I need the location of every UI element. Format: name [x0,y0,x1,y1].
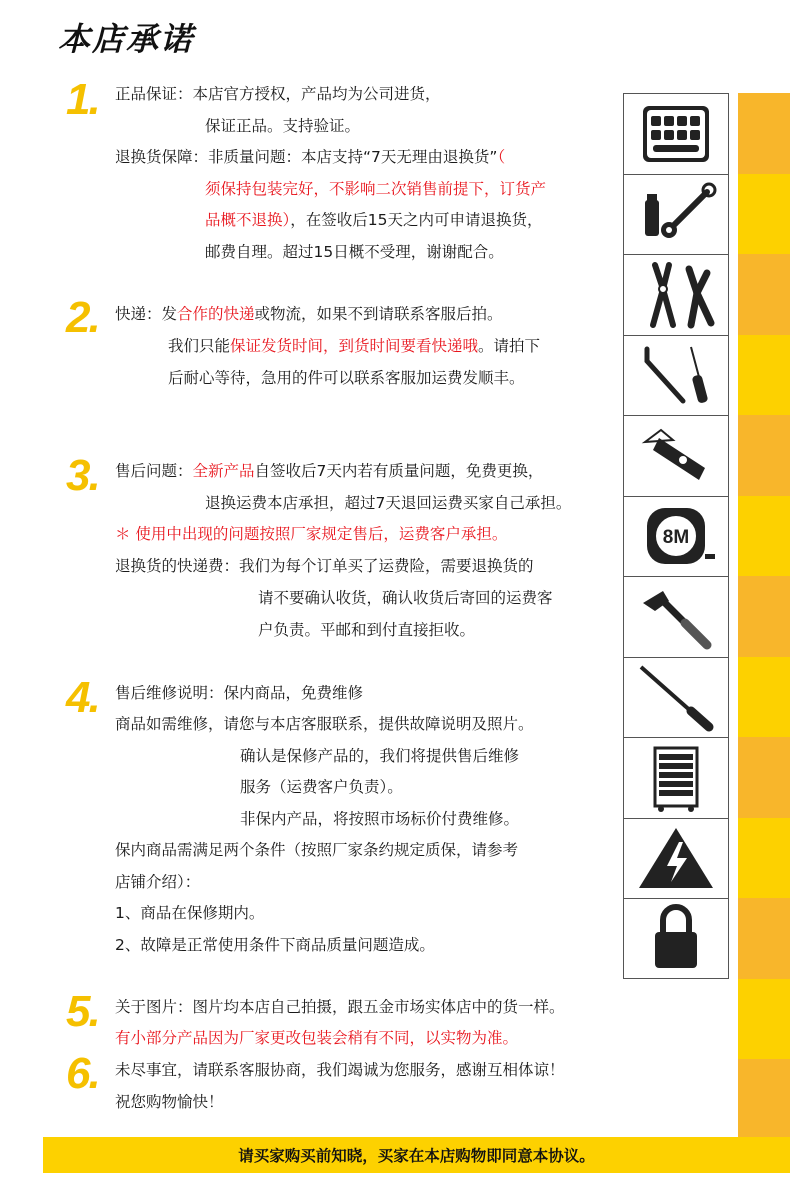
s5-line-1: 关于图片：图片均本店自己拍摄，跟五金市场实体店中的货一样。 [115,998,565,1016]
s5-line-2: 有小部分产品因为厂家更改包装会稍有不同，以实物为准。 [115,1029,519,1047]
s1-return-line-2: 须保持包装完好，不影响二次销售前提下，订货产 [205,180,547,198]
s3-line-6: 户负责。平邮和到付直接拒收。 [258,621,476,639]
section-6-number: 6. [66,1049,99,1098]
tape-measure-icon [623,496,729,577]
high-voltage-icon [623,818,729,899]
s2-line-3: 后耐心等待，急用的件可以联系客服加运费发顺丰。 [168,369,525,387]
section-2-number: 2. [66,293,99,342]
section-4-number: 4. [66,673,99,722]
tape-measure-label: 8M [662,527,690,549]
bottom-notice-text: 请买家购买前知晓，买家在本店购物即同意本协议。 [238,1147,595,1165]
s4-line-5: 非保内产品，将按照市场标价付费维修。 [240,810,520,828]
s1-line-1: 正品保证：本店官方授权，产品均为公司进货， [115,85,441,103]
s1-line-2: 保证正品。支持验证。 [205,117,361,135]
s6-line-1: 未尽事宜，请联系客服协商，我们竭诚为您服务，感谢互相体谅！ [115,1061,565,1079]
pliers-icon [623,254,729,335]
s4-line-4: 服务（运费客户负责）。 [240,778,403,796]
bottom-notice-bar [43,1137,790,1173]
s1-return-line-4: 邮费自理。超过15日概不受理，谢谢配合。 [205,243,504,261]
s3-line-4: 退换货的快递费：我们为每个订单买了运费险，需要退换货的 [115,557,534,575]
s4-line-9: 2、故障是正常使用条件下商品质量问题造成。 [115,936,435,954]
s2-line-1: 快递：发合作的快递或物流，如果不到请联系客服后拍。 [115,305,503,323]
section-3-number: 3. [66,451,99,500]
s3-line-3: ＊ 使用中出现的问题按照厂家规定售后，运费客户承担。 [115,525,508,543]
s4-line-6: 保内商品需满足两个条件（按照厂家条约规定质保，请参考 [115,841,519,859]
s6-line-2: 祝您购物愉快！ [115,1093,224,1111]
section-5-number: 5. [66,987,99,1036]
utility-knife-icon [623,415,729,496]
s4-line-7: 店铺介绍）： [115,873,201,891]
s4-line-2: 商品如需维修，请您与本店客服联系，提供故障说明及照片。 [115,715,534,733]
section-1-number: 1. [66,75,99,124]
s4-line-8: 1、商品在保修期内。 [115,904,265,922]
decorative-stripe [738,93,790,1139]
s3-line-5: 请不要确认收货，确认收货后寄回的运费客 [258,589,553,607]
s4-line-3: 确认是保修产品的，我们将提供售后维修 [240,747,520,765]
page-title: 本店承诺 [58,20,195,58]
s3-line-2: 退换运费本店承担，超过7天退回运费买家自己承担。 [205,494,572,512]
s3-line-1: 售后问题：全新产品自签收后7天内若有质量问题，免费更换， [115,462,544,480]
wrench-and-socket-icon [623,174,729,255]
socket-set-case-icon [623,93,729,174]
s2-line-2: 我们只能保证发货时间，到货时间要看快递哦。请拍下 [168,337,541,355]
s1-return-line-3: 品概不退换），在签收后15天之内可申请退换货， [205,211,543,229]
file-tool-icon [623,657,729,738]
hex-key-and-screwdriver-icon [623,335,729,416]
tool-cabinet-icon [623,737,729,818]
padlock-icon [623,898,729,979]
s4-line-1: 售后维修说明：保内商品，免费维修 [115,684,364,702]
tool-icon-column [623,93,729,979]
hammer-icon [623,576,729,657]
s1-return-line-1: 退换货保障：非质量问题：本店支持“7天无理由退换货”（ [115,148,506,166]
